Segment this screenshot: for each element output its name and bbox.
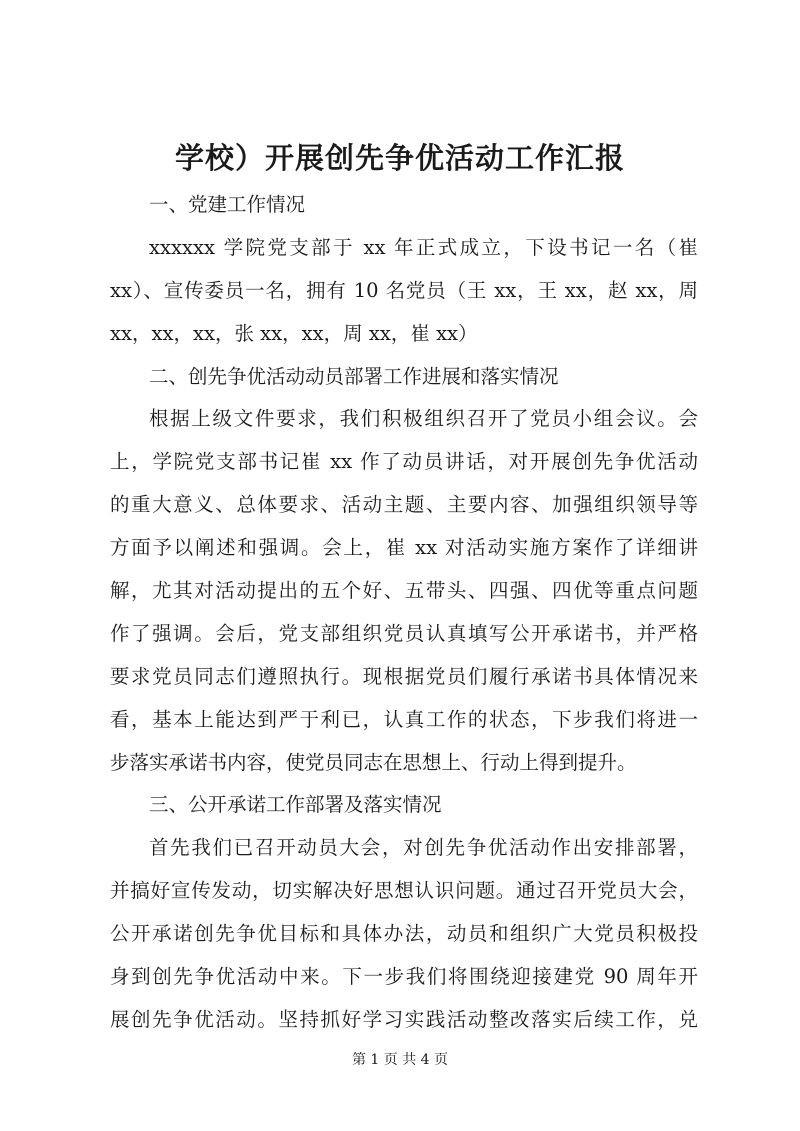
section-heading-1: 一、党建工作情况 xyxy=(149,193,306,216)
section-heading-3: 三、公开承诺工作部署及落实情况 xyxy=(149,793,442,817)
document-body xyxy=(110,184,698,1042)
paragraph-line: 解，尤其对活动提出的五个好、五带头、四强、四优等重点问题 xyxy=(110,579,698,603)
paragraph-line: 看，基本上能达到严于利已，认真工作的状态，下步我们将进一 xyxy=(110,707,698,731)
paragraph-line: 步落实承诺书内容，使党员同志在思想上、行动上得到提升。 xyxy=(110,750,637,774)
section-heading-2: 二、创先争优活动动员部署工作进展和落实情况 xyxy=(149,364,559,388)
paragraph-line: xx）、宣传委员一名，拥有 10 名党员（王 xx，王 xx，赵 xx，周 xyxy=(110,278,698,302)
paragraph-line: 公开承诺创先争优目标和具体办法，动员和组织广大党员积极投 xyxy=(110,922,698,946)
paragraph-line: 作了强调。会后，党支部组织党员认真填写公开承诺书，并严格 xyxy=(110,621,698,645)
paragraph-line: 上，学院党支部书记崔 xx 作了动员讲话，对开展创先争优活动 xyxy=(110,450,698,474)
paragraph-line: 根据上级文件要求，我们积极组织召开了党员小组会议。会 xyxy=(149,407,698,431)
page-footer: 第 1 页 共 4 页 xyxy=(351,1052,449,1068)
document-title: 学校）开展创先争优活动工作汇报 xyxy=(174,141,625,175)
paragraph-line: 方面予以阐述和强调。会上，崔 xx 对活动实施方案作了详细讲 xyxy=(110,536,698,560)
paragraph-line: xx，xx，xx，张 xx，xx，周 xx，崔 xx） xyxy=(110,321,478,345)
paragraph-line: 展创先争优活动。坚持抓好学习实践活动整改落实后续工作，兑 xyxy=(110,1007,698,1031)
paragraph-line: 并搞好宣传发动，切实解决好思想认识问题。通过召开党员大会， xyxy=(110,879,698,903)
paragraph-line: 首先我们已召开动员大会，对创先争优活动作出安排部署， xyxy=(149,836,698,860)
paragraph-line: 身到创先争优活动中来。下一步我们将围绕迎接建党 90 周年开 xyxy=(110,965,698,989)
paragraph-line: 的重大意义、总体要求、活动主题、主要内容、加强组织领导等 xyxy=(110,493,698,517)
paragraph-line: 要求党员同志们遵照执行。现根据党员们履行承诺书具体情况来 xyxy=(110,664,698,688)
paragraph-line: xxxxxx 学院党支部于 xx 年正式成立，下设书记一名（崔 xyxy=(149,235,698,259)
